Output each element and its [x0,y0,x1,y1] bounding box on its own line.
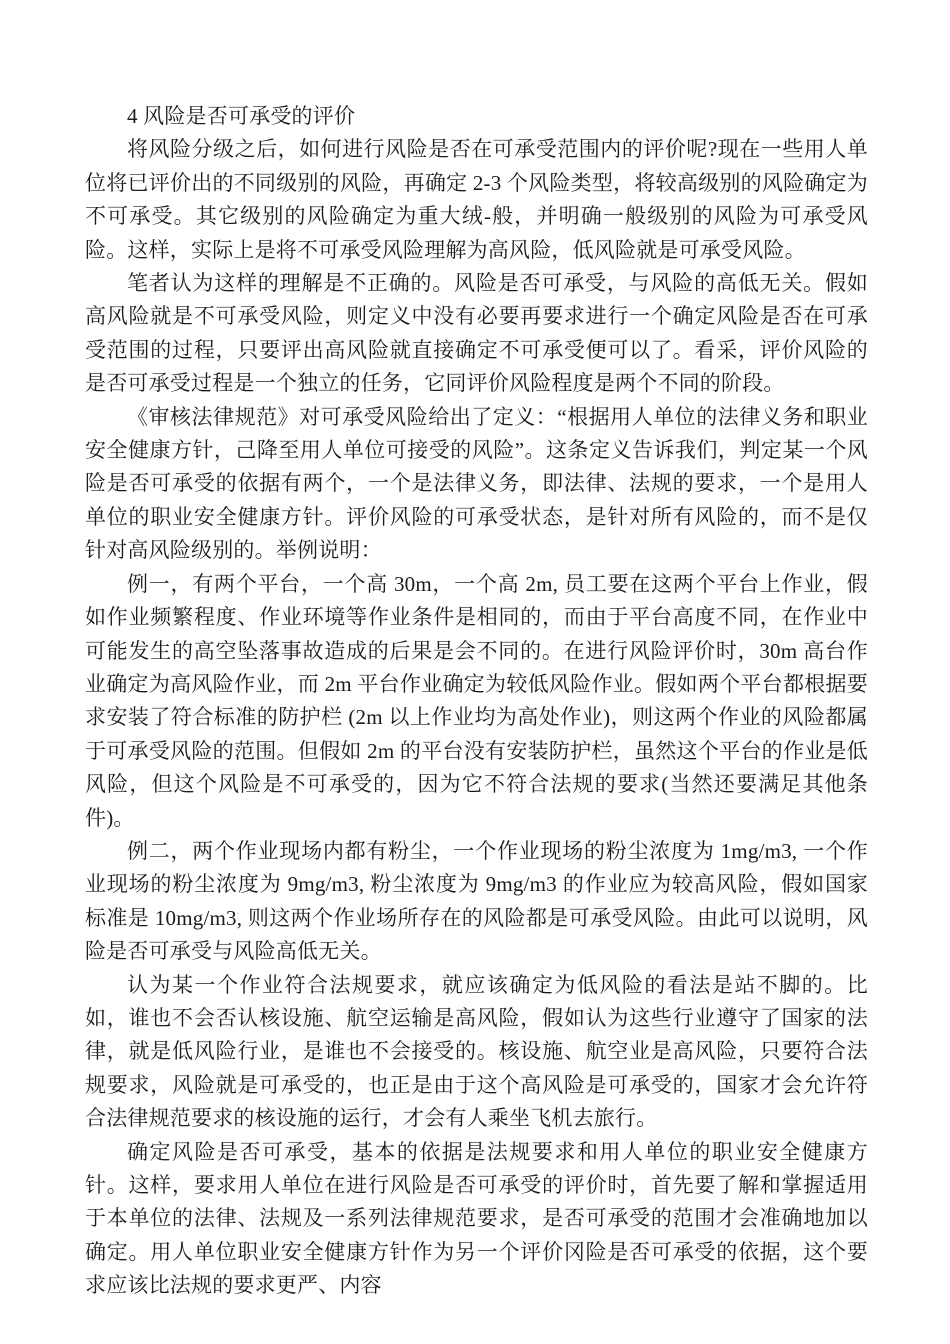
paragraph: 认为某一个作业符合法规要求，就应该确定为低风险的看法是站不脚的。比如，谁也不会否认核设施、航空运输是高风险，假如认为这些行业遵守了国家的法律，就是低风险行业，是谁也不会接受的。核设施、航空业是高风险，只要符合法规要求，风险就是可承受的，也正是由于这个高风险是可承受的，国家才会允许符合法律规范要求的核设施的运行，才会有人乘坐飞机去旅行。 [85,972,868,1131]
document-body [85,100,868,1303]
section-heading: 4 风险是否可承受的评价 [127,104,356,128]
paragraph: 将风险分级之后，如何进行风险是否在可承受范围内的评价呢?现在一些用人单位将已评价出的不同级别的风险，再确定 2-3 个风险类型，将较高级别的风险确定为不可承受。其它级别的风险确定为重大绒-般，并明确一般级别的风险为可承受风险。这样，实际上是将不可承受风险理解为高风险，低风险就是可承受风险。 [85,137,868,262]
paragraph: 笔者认为这样的理解是不正确的。风险是否可承受，与风险的高低无关。假如高风险就是不可承受风险，则定义中没有必要再要求进行一个确定风险是否在可承受范围的过程，只要评出高风险就直接确定不可承受便可以了。看采，评价风险的是否可承受过程是一个独立的任务，它同评价风险程度是两个不同的阶段。 [85,271,868,396]
paragraph: 确定风险是否可承受，基本的依据是法规要求和用人单位的职业安全健康方针。这样，要求用人单位在进行风险是否可承受的评价时，首先要了解和掌握适用于本单位的法律、法规及一系列法律规范要求，是否可承受的范围才会准确地加以确定。用人单位职业安全健康方针作为另一个评价冈险是否可承受的依据，这个要求应该比法规的要求更严、内容 [85,1139,868,1298]
paragraph: 例一，有两个平台，一个高 30m，一个高 2m, 员工要在这两个平台上作业，假如作业频繁程度、作业环境等作业条件是相同的，而由于平台高度不同，在作业中可能发生的高空坠落事故造成的后果是会不同的。在进行风险评价时，30m 高台作业确定为高风险作业，而 2m 平台作业确定为较低风险作业。假如两个平台都根据要求安装了符合标准的防护栏 (2m 以上作业均为高处作业)，则这两个作业的风险都属于可承受风险的范围。但假如 2m 的平台没有安装防护栏，虽然这个平台的作业是低风险，但这个风险是不可承受的，因为它不符合法规的要求(当然还要满足其他条件)。 [85,571,868,830]
paragraph: 例二，两个作业现场内都有粉尘，一个作业现场的粉尘浓度为 1mg/m3, 一个作业现场的粉尘浓度为 9mg/m3, 粉尘浓度为 9mg/m3 的作业应为较高风险，假如国家标准是 10mg/m3, 则这两个作业场所存在的风险都是可承受风险。由此可以说明，风险是否可承受与风险高低无关。 [85,838,868,964]
paragraph: 《审核法律规范》对可承受风险给出了定义：“根据用人单位的法律义务和职业安全健康方针，己降至用人单位可接受的风险”。这条定义告诉我们，判定某一个风险是否可承受的依据有两个，一个是法律义务，即法律、法规的要求，一个是用人单位的职业安全健康方针。评价风险的可承受状态，是针对所有风险的，而不是仅针对高风险级别的。举例说明： [85,404,868,563]
